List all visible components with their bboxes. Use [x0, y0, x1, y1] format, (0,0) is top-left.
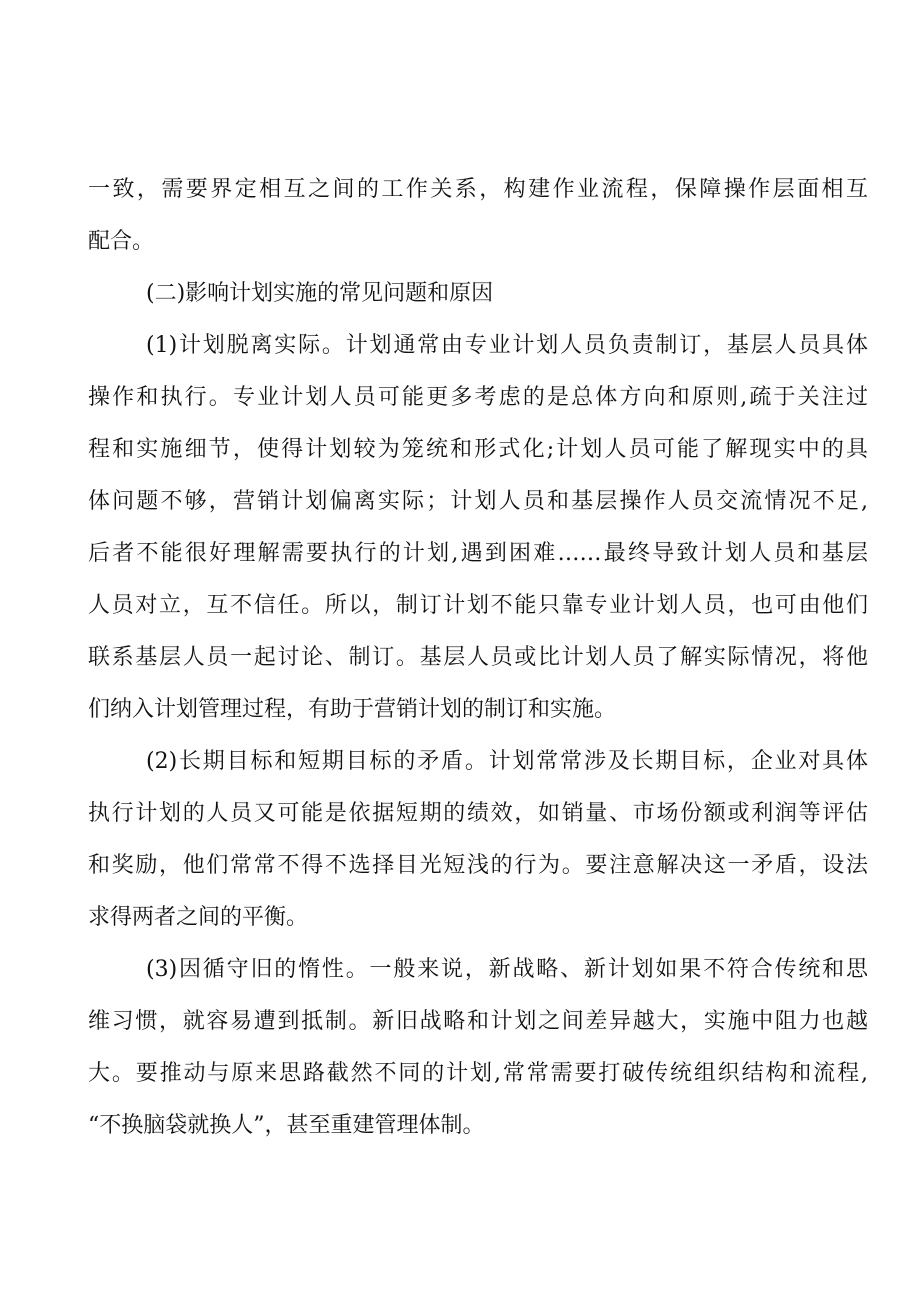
paragraph-line: 大。要推动与原来思路截然不同的计划,常常需要打破传统组织结构和流程,: [88, 1061, 868, 1086]
paragraph-line: 后者不能很好理解需要执行的计划,遇到困难……最终导致计划人员和基层: [88, 541, 868, 566]
paragraph-line: 操作和执行。专业计划人员可能更多考虑的是总体方向和原则,疏于关注过: [88, 385, 868, 410]
paragraph-line: “不换脑袋就换人”，甚至重建管理体制。: [88, 1113, 485, 1138]
paragraph-line: 人员对立，互不信任。所以，制订计划不能只靠专业计划人员，也可由他们: [88, 593, 868, 618]
paragraph-line: 程和实施细节，使得计划较为笼统和形式化;计划人员可能了解现实中的具: [88, 437, 868, 462]
paragraph-line: (2)长期目标和短期目标的矛盾。计划常常涉及长期目标，企业对具体: [146, 749, 868, 774]
paragraph-line: 执行计划的人员又可能是依据短期的绩效，如销量、市场份额或利润等评估: [88, 801, 868, 826]
paragraph-line: 维习惯，就容易遭到抵制。新旧战略和计划之间差异越大，实施中阻力也越: [88, 1009, 868, 1034]
paragraph-line: 配合。: [88, 229, 155, 254]
paragraph-line: 求得两者之间的平衡。: [88, 905, 309, 930]
paragraph-line: 们纳入计划管理过程，有助于营销计划的制订和实施。: [88, 697, 617, 722]
paragraph-line: 联系基层人员一起讨论、制订。基层人员或比计划人员了解实际情况，将他: [88, 645, 868, 670]
paragraph-line: 体问题不够，营销计划偏离实际；计划人员和基层操作人员交流情况不足,: [88, 489, 868, 514]
paragraph-line: (3)因循守旧的惰性。一般来说，新战略、新计划如果不符合传统和思: [146, 957, 868, 982]
paragraph-line: (1)计划脱离实际。计划通常由专业计划人员负责制订，基层人员具体: [146, 333, 868, 358]
section-heading: (二)影响计划实施的常见问题和原因: [146, 281, 494, 306]
paragraph-line: 和奖励，他们常常不得不选择目光短浅的行为。要注意解决这一矛盾，设法: [88, 853, 868, 878]
paragraph-line: 一致，需要界定相互之间的工作关系，构建作业流程，保障操作层面相互: [88, 177, 868, 202]
